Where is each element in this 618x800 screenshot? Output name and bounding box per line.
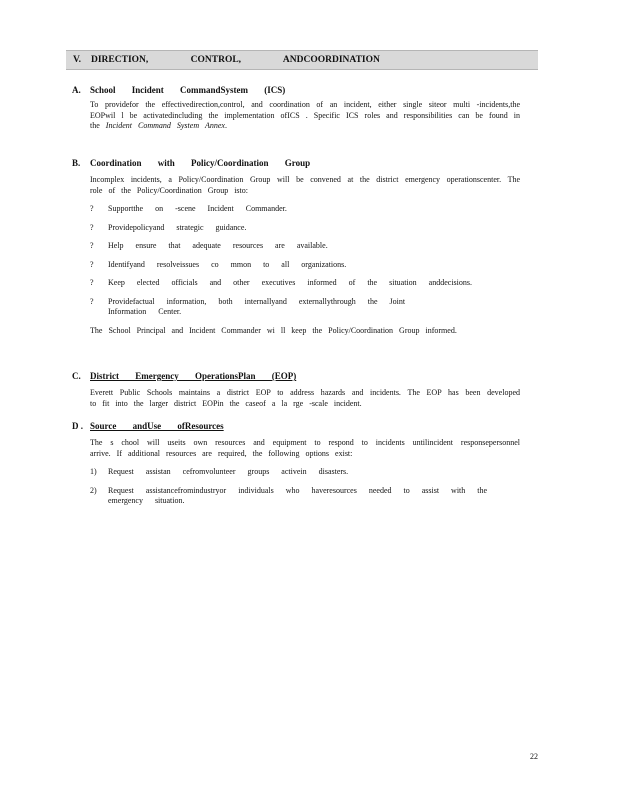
bullet-mark: ? bbox=[90, 222, 94, 232]
section-b-body: Incomplex incidents, a Policy/Coordination Group will be convened at the district emergency operationscenter. The role of the Policy/Coordination Group isto: bbox=[90, 175, 520, 195]
bullet-text: Identifyand resolveissues co mmon to all organizations. bbox=[108, 259, 347, 269]
list-item bbox=[90, 223, 520, 234]
section-a-letter: A. bbox=[72, 85, 81, 95]
list-item bbox=[90, 260, 520, 271]
bullet-mark: ? bbox=[90, 296, 94, 306]
section-b-title: Coordination with Policy/Coordination Group bbox=[90, 158, 311, 168]
chapter-title: DIRECTION, CONTROL, ANDCOORDINATION bbox=[91, 55, 380, 65]
list-item bbox=[90, 486, 520, 507]
section-d-title: Source andUse ofResources bbox=[90, 421, 224, 431]
bullet-mark: ? bbox=[90, 259, 94, 269]
section-d-body: The s chool will useits own resources and equipment to respond to incidents untilincident responsepersonnel arrive. If additional resources are required, the following options exist: bbox=[90, 438, 520, 458]
list-item bbox=[90, 204, 520, 215]
bullet-mark: ? bbox=[90, 278, 94, 287]
section-d-heading bbox=[72, 420, 532, 434]
chapter-banner bbox=[66, 50, 538, 70]
section-a-heading bbox=[72, 84, 532, 98]
item-text: Request assistan cefromvolunteer groups activein disasters. bbox=[108, 467, 349, 476]
section-b-heading bbox=[72, 157, 532, 171]
section-d bbox=[72, 420, 532, 507]
section-b bbox=[72, 157, 532, 336]
item-number: 2) bbox=[90, 485, 97, 495]
list-item bbox=[90, 278, 520, 289]
bullet-text: Providefactual information, both internallyand externallythrough the Joint Information Center. bbox=[108, 296, 406, 316]
section-c-letter: C. bbox=[72, 371, 81, 381]
section-b-closing: The School Principal and Incident Commander wi ll keep the Policy/Coordination Group informed. bbox=[90, 325, 457, 335]
bullet-text: Help ensure that adequate resources are available. bbox=[108, 241, 328, 250]
section-b-letter: B. bbox=[72, 158, 81, 168]
section-a-body-text: To providefor the effectivedirection,control, and coordination of an incident, either single siteor multi -incidents,the EOPwil l be activatedincluding the implementation ofICS . Specific ICS roles and responsibilities can be found in the bbox=[90, 100, 520, 130]
section-a bbox=[72, 84, 532, 132]
section-c-body: Everett Public Schools maintains a district EOP to address hazards and incidents. The EOP has been developed to fit into the larger district EOPin the caseof a la rge -scale incident. bbox=[90, 388, 520, 408]
list-item bbox=[90, 297, 520, 318]
section-c bbox=[72, 370, 532, 409]
section-a-body-end: . bbox=[224, 121, 227, 130]
section-d-letter: D . bbox=[72, 421, 83, 431]
bullet-mark: ? bbox=[90, 204, 94, 213]
page-number: 22 bbox=[530, 752, 538, 761]
chapter-number: V. bbox=[73, 55, 82, 65]
list-item bbox=[90, 241, 520, 252]
item-text: Request assistancefromindustryor individuals who haveresources needed to assist with the emergency situation. bbox=[108, 485, 488, 505]
section-a-annex-reference: Incident Command System Annex bbox=[105, 121, 225, 130]
section-a-body bbox=[90, 100, 520, 132]
section-a-title: School Incident CommandSystem (ICS) bbox=[90, 85, 286, 95]
item-number: 1) bbox=[90, 467, 97, 476]
section-c-heading bbox=[72, 370, 532, 384]
bullet-text: Keep elected officials and other executives informed of the situation anddecisions. bbox=[108, 278, 472, 287]
bullet-text: Providepolicyand strategic guidance. bbox=[108, 222, 247, 232]
list-item bbox=[90, 467, 520, 478]
bullet-mark: ? bbox=[90, 241, 94, 250]
bullet-text: Supportthe on -scene Incident Commander. bbox=[108, 204, 287, 213]
section-c-title: District Emergency OperationsPlan (EOP) bbox=[90, 371, 297, 381]
